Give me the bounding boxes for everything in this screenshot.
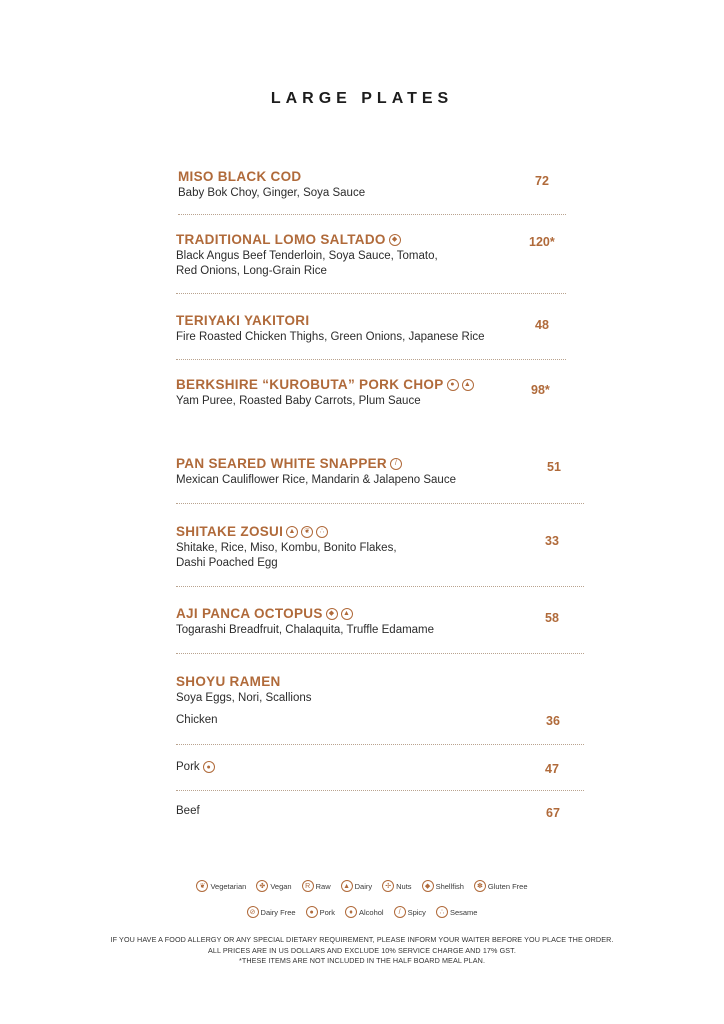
- dotted-divider: [176, 503, 584, 504]
- legend-item: ● Pork: [306, 906, 335, 918]
- spicy-icon: /: [390, 458, 402, 470]
- dotted-divider: [176, 293, 566, 294]
- dish-price: 58: [545, 611, 559, 625]
- allergy-note: IF YOU HAVE A FOOD ALLERGY OR ANY SPECIAL DIETARY REQUIREMENT, PLEASE INFORM YOUR WAITER BEFORE YOU PLACE THE ORDER.: [110, 935, 614, 944]
- pork-icon: ●: [447, 379, 459, 391]
- dietary-legend: [0, 906, 724, 918]
- dotted-divider: [176, 359, 566, 360]
- pork-icon: ●: [203, 761, 215, 773]
- sesame-icon: ∴: [316, 526, 328, 538]
- legend-item: ✽ Gluten Free: [474, 880, 528, 892]
- dotted-divider: [178, 214, 566, 215]
- legend-item: ♦ Alcohol: [345, 906, 384, 918]
- dish-name: PAN SEARED WHITE SNAPPER: [176, 456, 387, 471]
- dairy-icon: ▲: [462, 379, 474, 391]
- dish-price: 48: [535, 318, 549, 332]
- raw-icon: R: [302, 880, 314, 892]
- option-price: 36: [546, 714, 560, 728]
- legend-item: ∴ Sesame: [436, 906, 478, 918]
- dish-name: AJI PANCA OCTOPUS: [176, 606, 323, 621]
- dish-description: Fire Roasted Chicken Thighs, Green Onions, Japanese Rice: [176, 331, 485, 343]
- footer-notes: [0, 935, 724, 967]
- legend-item: ▲ Dairy: [341, 880, 373, 892]
- dish-name: MISO BLACK COD: [178, 169, 302, 184]
- dish-price: 72: [535, 174, 549, 188]
- option-label: Pork: [176, 761, 200, 773]
- menu-item: [176, 606, 596, 638]
- dish-price: 33: [545, 534, 559, 548]
- dish-name: TERIYAKI YAKITORI: [176, 313, 310, 328]
- dish-price: 120*: [529, 235, 555, 249]
- dish-description: Soya Eggs, Nori, Scallions: [176, 692, 312, 704]
- dish-name: TRADITIONAL LOMO SALTADO: [176, 232, 386, 247]
- alcohol-icon: ♦: [345, 906, 357, 918]
- dish-price: 51: [547, 460, 561, 474]
- dairy-free-icon: ⊘: [247, 906, 259, 918]
- vegetarian-icon: ❦: [301, 526, 313, 538]
- option-label: Beef: [176, 805, 200, 817]
- dotted-divider: [176, 790, 584, 791]
- ramen-option: [176, 761, 215, 773]
- option-price: 47: [545, 762, 559, 776]
- meal-plan-note: *THESE ITEMS ARE NOT INCLUDED IN THE HALF BOARD MEAL PLAN.: [238, 956, 486, 965]
- legend-item: R Raw: [302, 880, 331, 892]
- dairy-icon: ▲: [286, 526, 298, 538]
- legend-item: ⊘ Dairy Free: [247, 906, 296, 918]
- legend-item: ◆ Shellfish: [422, 880, 464, 892]
- legend-item: ✤ Vegan: [256, 880, 291, 892]
- legend-item: ❦ Vegetarian: [196, 880, 246, 892]
- page-title: LARGE PLATES: [270, 90, 454, 107]
- shellfish-icon: ◆: [389, 234, 401, 246]
- sesame-icon: ∴: [436, 906, 448, 918]
- dotted-divider: [176, 744, 584, 745]
- dish-description: Mexican Cauliflower Rice, Mandarin & Jalapeno Sauce: [176, 474, 456, 486]
- ramen-option: [176, 714, 218, 726]
- dish-name: BERKSHIRE “KUROBUTA” PORK CHOP: [176, 377, 444, 392]
- dish-description: Yam Puree, Roasted Baby Carrots, Plum Sauce: [176, 395, 421, 407]
- dish-name: SHITAKE ZOSUI: [176, 524, 284, 539]
- dish-name: SHOYU RAMEN: [176, 674, 281, 689]
- ramen-option: [176, 805, 200, 817]
- option-price: 67: [546, 806, 560, 820]
- nuts-icon: ✢: [382, 880, 394, 892]
- gluten-free-icon: ✽: [474, 880, 486, 892]
- dairy-icon: ▲: [341, 880, 353, 892]
- dairy-icon: ▲: [341, 608, 353, 620]
- price-note: ALL PRICES ARE IN US DOLLARS AND EXCLUDE 10% SERVICE CHARGE AND 17% GST.: [208, 945, 516, 955]
- menu-item: [176, 674, 596, 706]
- option-label: Chicken: [176, 714, 218, 726]
- dotted-divider: [176, 586, 584, 587]
- menu-item: [176, 313, 596, 345]
- shellfish-icon: ◆: [422, 880, 434, 892]
- dotted-divider: [176, 653, 584, 654]
- dish-description: Shitake, Rice, Miso, Kombu, Bonito Flakes, Dashi Poached Egg: [176, 542, 397, 569]
- dish-description: Baby Bok Choy, Ginger, Soya Sauce: [178, 187, 366, 199]
- vegan-icon: ✤: [256, 880, 268, 892]
- dish-price: 98*: [531, 383, 550, 397]
- pork-icon: ●: [306, 906, 318, 918]
- dish-description: Black Angus Beef Tenderloin, Soya Sauce, Tomato, Red Onions, Long-Grain Rice: [176, 250, 438, 277]
- spicy-icon: /: [394, 906, 406, 918]
- legend-item: / Spicy: [394, 906, 426, 918]
- dish-description: Togarashi Breadfruit, Chalaquita, Truffle Edamame: [176, 624, 435, 636]
- menu-item: [176, 456, 596, 488]
- legend-item: ✢ Nuts: [382, 880, 411, 892]
- shellfish-icon: ◆: [326, 608, 338, 620]
- dietary-legend: [0, 880, 724, 892]
- menu-item: [176, 524, 596, 571]
- vegetarian-icon: ❦: [196, 880, 208, 892]
